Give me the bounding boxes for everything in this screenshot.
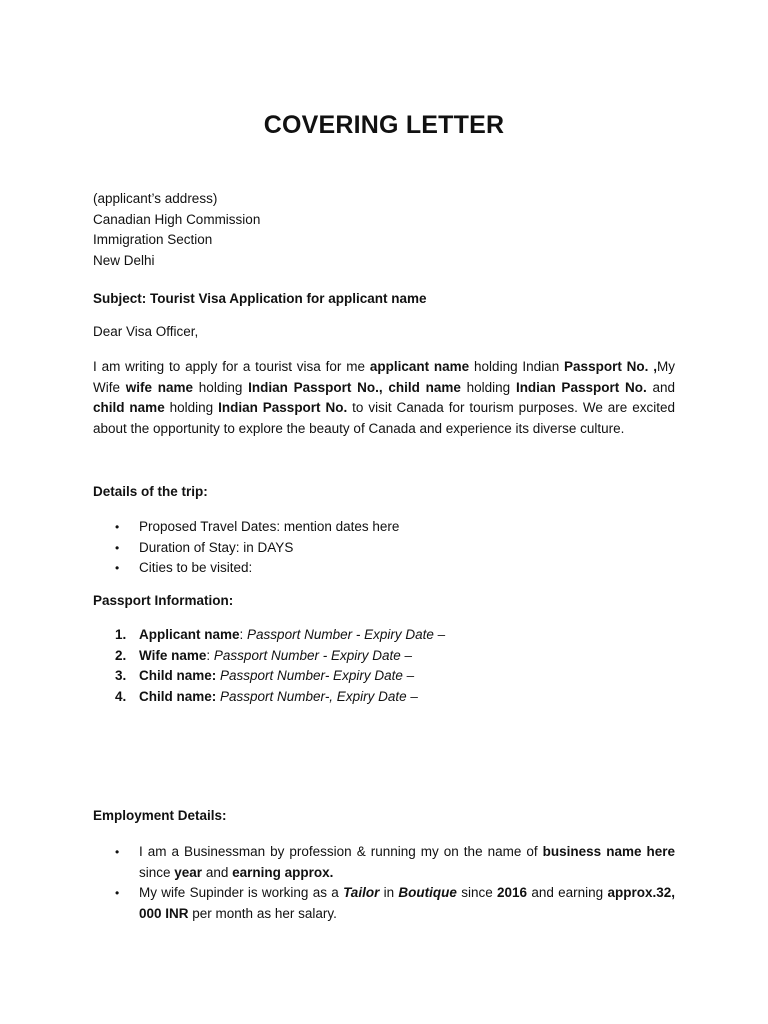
trip-details-list	[93, 517, 399, 579]
list-item-bold: business name here	[542, 844, 675, 859]
list-item-text: My wife Supinder is working as a	[139, 885, 344, 901]
passport-detail: Passport Number-, Expiry Date –	[216, 688, 418, 704]
recipient-address	[93, 189, 260, 271]
list-item-text: per month as her salary.	[188, 905, 337, 921]
intro-bold: Indian Passport No.	[218, 400, 348, 416]
list-number: 2.	[115, 647, 127, 663]
list-item	[93, 625, 445, 646]
address-line: New Delhi	[93, 252, 155, 268]
list-item-bold: year	[174, 864, 203, 880]
list-item-bold: 2016	[497, 885, 528, 901]
list-item-bold-italic: Tailor	[343, 885, 380, 901]
intro-text: holding	[193, 379, 249, 395]
passport-holder-name: Child name:	[139, 668, 217, 684]
passport-holder-name: Wife name	[139, 647, 207, 663]
intro-bold: Indian Passport No., child name	[248, 379, 461, 395]
passport-detail: Passport Number - Expiry Date –	[210, 647, 412, 663]
subject-line: Subject: Tourist Visa Application for applicant name	[93, 291, 427, 306]
list-item-bold: approx.32, 000 INR	[139, 885, 675, 921]
intro-text: holding	[460, 379, 516, 395]
address-line: Immigration Section	[93, 232, 213, 247]
list-item-text: Duration of Stay: in DAYS	[139, 539, 294, 555]
employment-heading: Employment Details:	[93, 808, 227, 823]
list-item	[93, 883, 675, 924]
passport-detail: Passport Number- Expiry Date –	[216, 668, 415, 684]
passport-heading: Passport Information:	[93, 593, 234, 608]
trip-heading: Details of the trip:	[93, 484, 208, 499]
list-item-text: since	[139, 864, 175, 880]
list-item-text: Proposed Travel Dates: mention dates here	[139, 519, 400, 534]
list-item-bold: earning approx.	[232, 864, 334, 880]
list-number: 4.	[115, 688, 127, 704]
intro-bold: child name	[93, 400, 165, 416]
passport-holder-name: Applicant name	[139, 627, 240, 642]
separator: :	[239, 627, 244, 642]
bullet-icon: •	[115, 845, 120, 859]
intro-text: to visit Canada for tourism purposes. We are excited about the opportunity to explore the beauty of Canada and experience its diverse culture.	[93, 400, 675, 436]
list-item	[93, 842, 675, 883]
list-number: 3.	[115, 668, 127, 684]
list-item	[93, 558, 399, 579]
bullet-icon: •	[115, 886, 120, 901]
bullet-icon: •	[115, 561, 120, 576]
passport-holder-name: Child name:	[139, 688, 217, 704]
intro-paragraph	[93, 357, 675, 439]
intro-text: holding	[164, 400, 219, 416]
document-title: COVERING LETTER	[263, 111, 505, 139]
intro-bold: Indian Passport No.	[515, 379, 647, 395]
intro-text: I am writing to apply for a tourist visa for me	[93, 359, 370, 374]
list-number: 1.	[115, 627, 127, 642]
list-item-text: in	[379, 885, 399, 901]
list-item-bold-italic: Boutique	[398, 885, 457, 901]
list-item	[93, 666, 445, 687]
intro-text: holding Indian	[469, 359, 565, 374]
intro-text: and	[646, 379, 675, 395]
address-line: Canadian High Commission	[93, 211, 261, 227]
salutation: Dear Visa Officer,	[93, 324, 199, 339]
passport-detail: Passport Number - Expiry Date –	[243, 627, 446, 642]
address-line: (applicant’s address)	[93, 191, 218, 206]
list-item-text: since	[456, 885, 497, 901]
list-item	[93, 646, 445, 667]
list-item	[93, 538, 399, 559]
passport-list	[93, 625, 445, 707]
list-item-text: and earning	[527, 885, 608, 901]
bullet-icon: •	[115, 540, 120, 555]
intro-text: My Wife	[93, 359, 675, 395]
separator: :	[206, 647, 211, 663]
bullet-icon: •	[115, 520, 120, 534]
list-item	[93, 517, 399, 538]
list-item-text: I am a Businessman by profession & running my on the name of	[139, 844, 543, 859]
intro-bold: applicant name	[369, 359, 470, 374]
list-item	[93, 687, 445, 708]
list-item-text: Cities to be visited:	[139, 560, 253, 576]
list-item-text: and	[202, 864, 233, 880]
intro-bold: Passport No. ,	[564, 359, 657, 374]
intro-bold: wife name	[125, 379, 194, 395]
employment-list	[93, 842, 675, 924]
